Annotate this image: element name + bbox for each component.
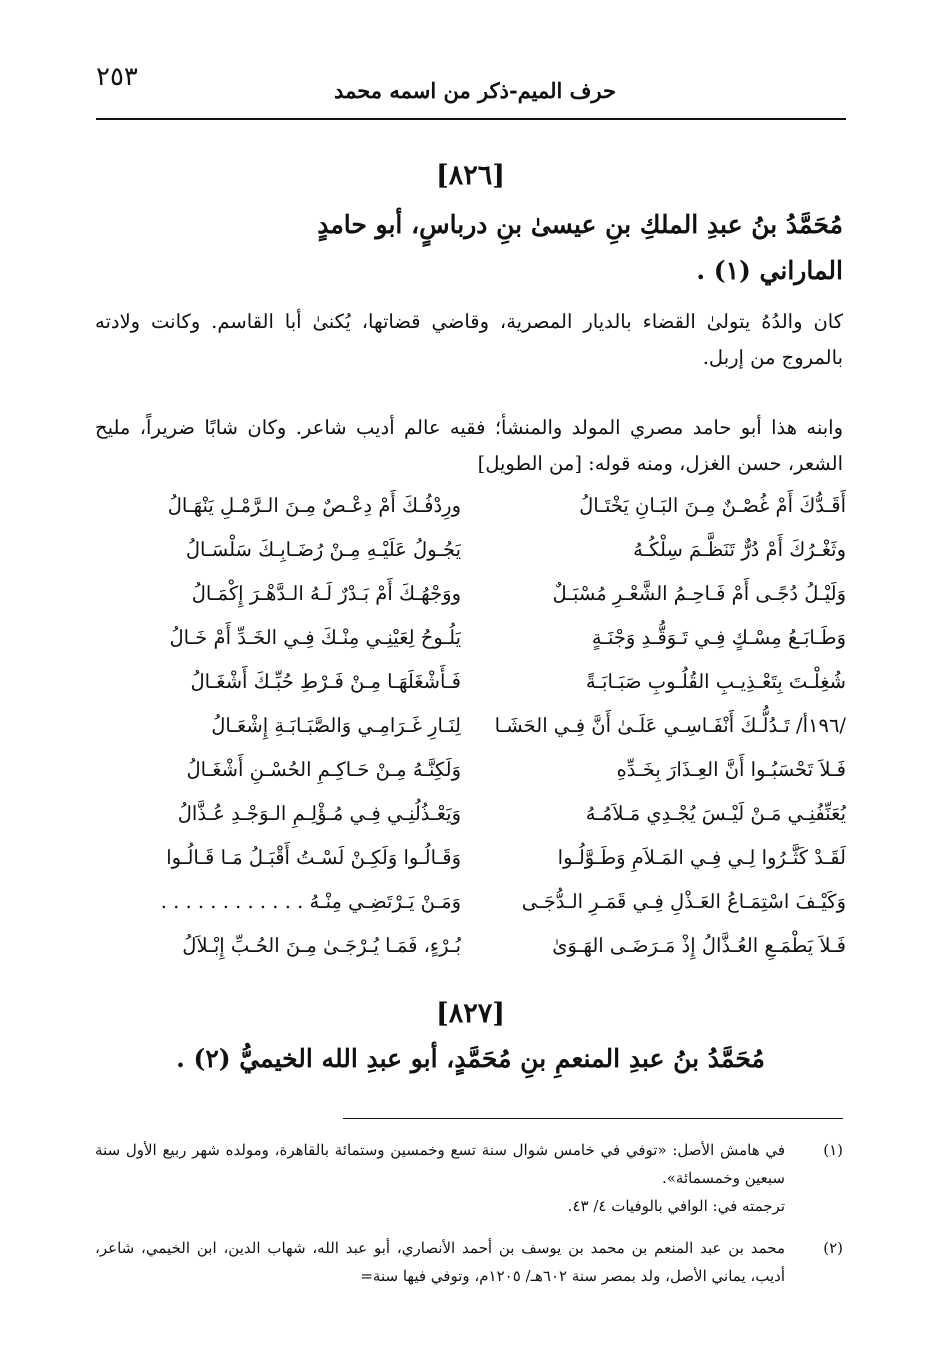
footnote — [95, 1234, 843, 1290]
entry-title — [0, 1036, 941, 1082]
verse-first-hemistich: فَـلاَ تَحْسَبُـوا أَنَّ العِـذَارَ بِخَـدِّهِ — [616, 758, 846, 781]
verse-first-hemistich: شُغِلْـتَ بِتَعْـذِيـبِ القُلُـوبِ صَبَـابَـةً — [585, 670, 846, 693]
verse-second-hemistich: وَلَكِنَّـهُ مِـنْ حَـاكِـمِ الحُسْـنِ أَشْغَـالُ — [186, 758, 461, 781]
paragraph: وابنه هذا أبو حامد مصري المولد والمنشأ؛ فقيه عالم أديب شاعر. وكان شابًا ضريراً، مليح الشعر، حسن الغزل، ومنه قوله: [من الطويل] — [95, 416, 843, 475]
verse-first-hemistich: فَـلاَ يَطْمَـعِ العُـذَّالُ إِذْ مَـرَضَـى الهَـوَىٰ — [552, 934, 846, 957]
verse-first-hemistich: لَقَـدْ كَثَّـرُوا لِـي فِـي المَـلاَمِ وَطَـوَّلُـوا — [557, 846, 846, 869]
entry-title-line: الماراني (١) . — [696, 256, 843, 285]
entry-number: [٨٢٧] — [435, 998, 506, 1029]
paragraph: كان والدُهُ يتولىٰ القضاء بالديار المصرية، وقاضي قضاتها، يُكنىٰ أبا القاسم. وكانت ولادته بالمروج من إربل. — [95, 310, 843, 369]
verse-first-hemistich: وَكَيْـفَ اسْتِمَـاعُ العَـذْلِ فِـي قَمَـرِ الـدُّجَـى — [521, 890, 846, 913]
entry-number: [٨٢٦] — [435, 160, 506, 191]
running-title: حرف الميم-ذكر من اسمه محمد — [334, 78, 616, 103]
verse-second-hemistich: وَمَـنْ يَـرْتَضِـي مِنْـهُ . . . . . . . . . . . . — [160, 890, 461, 913]
footnote-text: محمد بن عبد المنعم بن محمد بن يوسف بن أحمد الأنصاري، أبو عبد الله، شهاب الدين، ابن الخيمي، شاعر، أديب، يماني الأصل، ولد بمصر سنة ٦٠٢هـ/ ١٢٠٥م، وتوفي فيها سنة= — [95, 1239, 785, 1285]
entry-title-line: مُحَمَّدُ بنُ عبدِ الملكِ بنِ عيسىٰ بنِ درباسٍ، أبو حامدٍ — [317, 210, 843, 239]
footnote-reference: ترجمته في: الوافي بالوفيات ٤/ ٤٣. — [567, 1197, 785, 1215]
footnote-marker: (١) — [823, 1141, 843, 1159]
verse-second-hemistich: لِنَـارِ غَـرَامِـي وَالصَّبَـابَـةِ إِشْعَـالُ — [211, 714, 461, 737]
verse-second-hemistich: ورِدْفُـكَ أَمْ دِعْـصٌ مِـنَ الـرَّمْـلِ يَنْهَـالُ — [167, 494, 461, 517]
verse-first-hemistich: أَقَـدُّكَ أَمْ غُصْـنٌ مِـنَ البَـانِ يَخْتَـالُ — [579, 494, 846, 517]
verse-first-hemistich: وثَغْـرُكَ أَمْ دُرٌّ تَنَظَّـمَ سِلْكُـهُ — [633, 538, 846, 561]
verse-line — [96, 846, 846, 886]
poem — [96, 494, 846, 976]
verse-line — [96, 626, 846, 666]
verse-line — [96, 670, 846, 710]
verse-second-hemistich: بُـرْءٍ، فَمَـا يُـرْجَـىٰ مِـنَ الحُـبِّ إِبْـلاَلُ — [182, 934, 461, 957]
verse-line — [96, 802, 846, 842]
header-rule — [96, 118, 846, 120]
verse-line — [96, 494, 846, 534]
verse-second-hemistich: فَـأَشْغَلَهَـا مِـنْ فَـرْطِ حُبِّـكَ أَشْغَـالُ — [190, 670, 461, 693]
footnote-marker: (٢) — [823, 1239, 843, 1257]
footnote-rule — [343, 1118, 843, 1119]
verse-line — [96, 714, 846, 754]
verse-first-hemistich: وَطَـابَـعُ مِسْـكٍ فِـي تَـوَقُّـدِ وَجْنَـةٍ — [591, 626, 846, 649]
footnote-text: في هامش الأصل: «توفي في خامس شوال سنة تسع وخمسين وستمائة بالقاهرة، ومولده شهر ربيع الأول سنة سبعين وخمسمائة». — [95, 1141, 785, 1187]
entry-title — [95, 202, 843, 294]
verse-line — [96, 934, 846, 974]
verse-line — [96, 538, 846, 578]
verse-second-hemistich: وَيَعْـذُلُنِـي فِـي مُـؤْلِـمِ الـوَجْـدِ عُـذَّالُ — [177, 802, 461, 825]
verse-second-hemistich: ووَجْهُـكَ أَمْ بَـدْرٌ لَـهُ الـدَّهْـرَ إِكْمَـالُ — [191, 582, 461, 605]
verse-line — [96, 582, 846, 622]
verse-line — [96, 890, 846, 930]
verse-first-hemistich: يُعَنِّفُنِـي مَـنْ لَيْـسَ يُجْـدِي مَـلاَمُـهُ — [585, 802, 846, 825]
verse-line — [96, 758, 846, 798]
page-number: ٢٥٣ — [96, 62, 138, 92]
verse-first-hemistich: /١٩٦أ/ تَـدُلُّـكَ أَنْفَـاسِـي عَلَـىٰ أَنَّ فِـي الحَشَـا — [494, 714, 846, 737]
verse-first-hemistich: وَلَيْـلُ دُجًـى أَمْ فَـاحِـمُ الشَّعْـرِ مُسْبَـلٌ — [552, 582, 846, 605]
entry-title-line: مُحَمَّدُ بنُ عبدِ المنعمِ بنِ مُحَمَّدٍ، أبو عبدِ الله الخيميُّ (٢) . — [176, 1044, 765, 1073]
verse-second-hemistich: يَلُـوحُ لِعَيْنِـي مِنْـكَ فِـي الخَـدِّ أَمْ خَـالُ — [169, 626, 461, 649]
footnote — [95, 1136, 843, 1220]
verse-second-hemistich: يَجُـولُ عَلَيْـهِ مِـنْ رُضَـابِـكَ سَلْسَـالُ — [185, 538, 461, 561]
verse-second-hemistich: وَقَـالُـوا وَلَكِـنْ لَسْـتُ أَقْبَـلُ مَـا قَـالُـوا — [166, 846, 461, 869]
